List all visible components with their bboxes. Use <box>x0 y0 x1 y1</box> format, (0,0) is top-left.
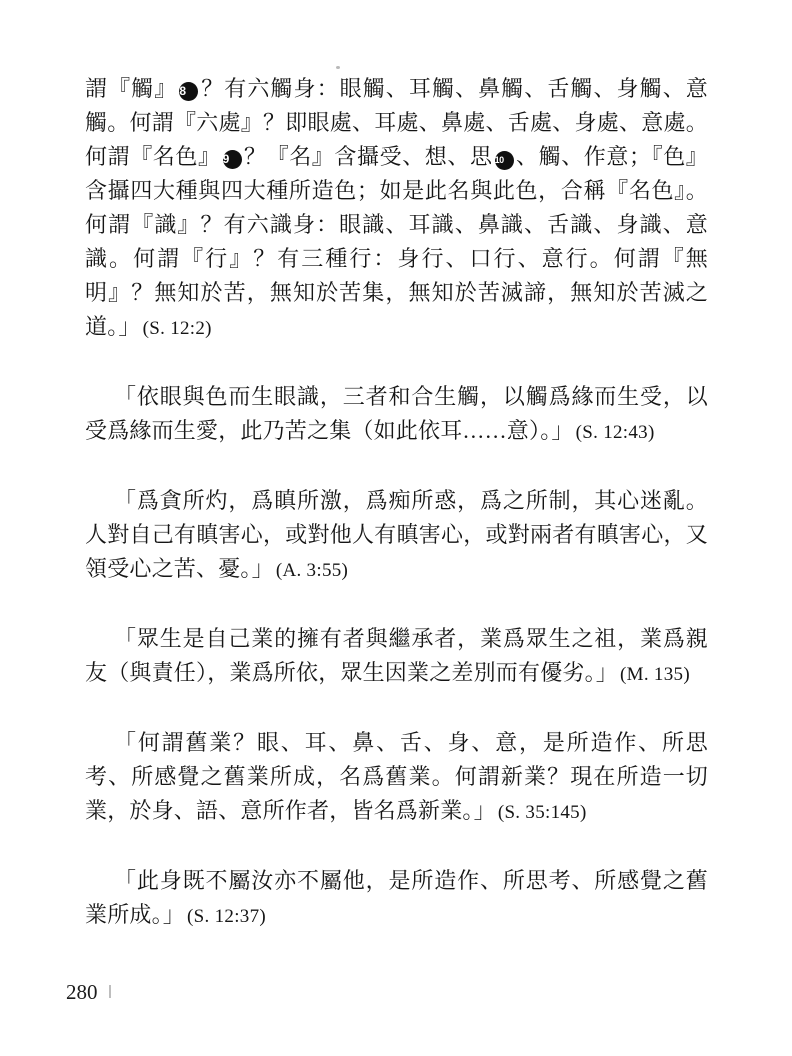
text-run: 含攝四大種與四大種所造色；如是此名與此色，合稱『名色』。 <box>85 178 708 203</box>
source-reference: (A. 3:55) <box>275 560 349 581</box>
text-block <box>85 72 708 934</box>
text-line <box>85 794 708 830</box>
text-run: 何謂『名色』 <box>85 144 221 169</box>
page-number: 280 <box>66 980 98 1004</box>
text-run: 道。」 <box>85 314 141 339</box>
text-run: 受爲緣而生愛，此乃苦之集（如此依耳……意）。」 <box>85 418 574 443</box>
text-run: 觸。何謂『六處』？即眼處、耳處、鼻處、舌處、身處、意處。 <box>85 110 708 135</box>
scan-speck <box>336 66 340 69</box>
source-reference: (S. 12:2) <box>142 318 212 339</box>
text-line <box>85 106 708 140</box>
text-line <box>85 208 708 242</box>
source-reference: (S. 12:37) <box>187 906 267 927</box>
text-run: ？『名』含攝受、想、思 <box>243 144 493 169</box>
text-line <box>85 484 708 518</box>
text-line <box>85 656 708 692</box>
text-run: 「何謂舊業？眼、耳、鼻、舌、身、意，是所造作、所思 <box>114 730 708 755</box>
footer <box>66 980 112 1005</box>
text-run: 識。何謂『行』？有三種行：身行、口行、意行。何謂『無 <box>85 246 708 271</box>
text-run: 明』？無知於苦，無知於苦集，無知於苦滅諦，無知於苦滅之 <box>85 280 708 305</box>
text-line <box>85 140 708 174</box>
paragraph <box>85 864 708 934</box>
text-line <box>85 380 708 414</box>
text-run: 謂『觸』 <box>85 76 178 101</box>
text-line <box>85 310 708 346</box>
footnote-marker: 9 <box>223 150 242 169</box>
text-line <box>85 726 708 760</box>
text-run: 業所成。」 <box>85 902 186 927</box>
text-line <box>85 242 708 276</box>
source-reference: (S. 12:43) <box>575 422 655 443</box>
footnote-marker: 8 <box>179 82 198 101</box>
text-run: 何謂『識』？有六識身：眼識、耳識、鼻識、舌識、身識、意 <box>85 212 708 237</box>
text-line <box>85 72 708 106</box>
text-run: 「眾生是自己業的擁有者與繼承者，業爲眾生之祖，業爲親 <box>114 626 708 651</box>
source-reference: (S. 35:145) <box>497 802 587 823</box>
text-run: ？有六觸身：眼觸、耳觸、鼻觸、舌觸、身觸、意 <box>200 76 708 101</box>
paragraph <box>85 622 708 692</box>
text-run: 領受心之苦、憂。」 <box>85 556 274 581</box>
text-line <box>85 552 708 588</box>
text-run: 、觸、作意；『色』 <box>515 144 709 169</box>
source-reference: (M. 135) <box>620 664 690 685</box>
text-line <box>85 760 708 794</box>
text-line <box>85 864 708 898</box>
text-run: 「此身既不屬汝亦不屬他，是所造作、所思考、所感覺之舊 <box>114 868 708 893</box>
text-run: 業，於身、語、意所作者，皆名爲新業。」 <box>85 798 496 823</box>
text-line <box>85 898 708 934</box>
paragraph <box>85 380 708 450</box>
text-line <box>85 174 708 208</box>
text-line <box>85 414 708 450</box>
footnote-marker: 10 <box>495 151 514 170</box>
text-run: 友（與責任），業爲所依，眾生因業之差別而有優劣。」 <box>85 660 619 685</box>
page-number-divider: | <box>108 983 112 999</box>
text-line <box>85 622 708 656</box>
text-line <box>85 518 708 552</box>
text-run: 考、所感覺之舊業所成，名爲舊業。何謂新業？現在所造一切 <box>85 764 708 789</box>
text-run: 「依眼與色而生眼識，三者和合生觸，以觸爲緣而生受，以 <box>114 384 708 409</box>
text-run: 人對自己有瞋害心，或對他人有瞋害心，或對兩者有瞋害心，又 <box>85 522 708 547</box>
paragraph <box>85 72 708 346</box>
text-run: 「爲貪所灼，爲瞋所激，爲痴所惑，爲之所制，其心迷亂。 <box>114 488 708 513</box>
text-line <box>85 276 708 310</box>
paragraph <box>85 484 708 588</box>
paragraph <box>85 726 708 830</box>
